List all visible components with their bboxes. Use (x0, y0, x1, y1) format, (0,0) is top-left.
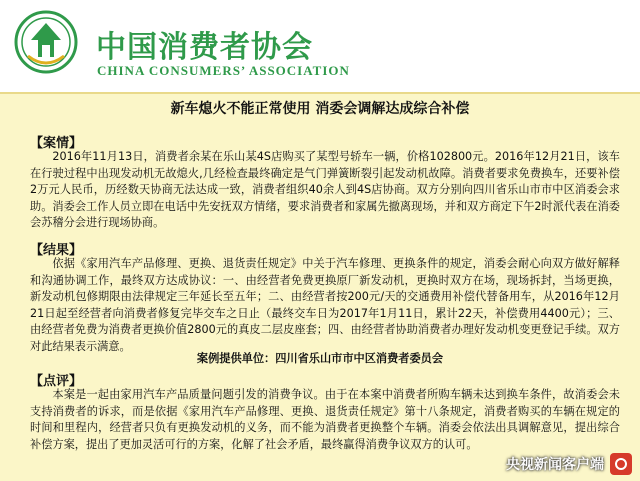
header (0, 0, 640, 92)
cca-logo-icon (14, 10, 78, 74)
org-name-cn: 中国消费者协会 (96, 30, 313, 65)
comment-heading: 【点评】 (30, 374, 83, 389)
comment-text: 本案是一起由家用汽车产品质量问题引发的消费争议。由于在本案中消费者所购车辆未达到换车条件，故消委会未支持消费者的诉求，而是依据《家用汽车产品修理、更换、退货责任规定》第十八条规定，消费者购买的车辆在规定的时间和里程内，经营者只负有更换发动机的义务，而不能为消费者更换整个车辆。消委会依法出具调解意见，提出综合补偿方案，提出了更加灵活可行的方案，化解了社会矛盾，最终赢得消费争议双方的认可。 (30, 388, 620, 451)
case-heading: 【案情】 (30, 136, 83, 151)
org-name-en: CHINA CONSUMERS’ ASSOCIATION (97, 63, 350, 78)
cctv-news-icon (610, 453, 632, 475)
case-provider: 案例提供单位：四川省乐山市市中区消费者委员会 (196, 352, 444, 365)
result-text: 依据《家用汽车产品修理、更换、退货责任规定》中关于汽车修理、更换条件的规定，消委会耐心向双方做好解释和沟通协调工作，最终双方达成协议：一、由经营者免费更换原厂新发动机，更换时双方在场，现场拆封，当场更换，新发动机包修期限由法律规定三年延长至五年；二、由经营者按200元/天的交通费用补偿代替备用车，从2016年12月21日起至经营者向消费者修复完毕交车之日止（最终交车日为2017年1月11日，累计22天，补偿费用4400元）；三、由经营者免费为消费者更换价值2800元的真皮二层皮座套；四、由经营者协助消费者办理好发动机变更登记手续。双方对此结果表示满意。 (30, 257, 620, 353)
article-title: 新车熄火不能正常使用 消委会调解达成综合补偿 (170, 101, 470, 117)
result-heading: 【结果】 (30, 243, 83, 258)
article-panel (0, 92, 640, 481)
case-text: 2016年11月13日，消费者余某在乐山某4S店购买了某型号轿车一辆，价格102800元。2016年12月21日，该车在行驶过程中出现发动机无故熄火,几经检查最终确定是气门弹簧断裂引起发动机故障。消费者要求免费换车，还要补偿2万元人民币，历经数天协商无法达成一致，消费者组织40余人到4S店协商。双方分别向四川省乐山市市中区消委会求助。消委会工作人员立即在电话中先安抚双方情绪，要求消费者和家属先撤离现场，并和双方商定下午2时派代表在消委会苏稽分会进行现场协商。 (30, 150, 620, 229)
watermark-text: 央视新闻客户端 (506, 457, 604, 473)
watermark (506, 453, 632, 475)
